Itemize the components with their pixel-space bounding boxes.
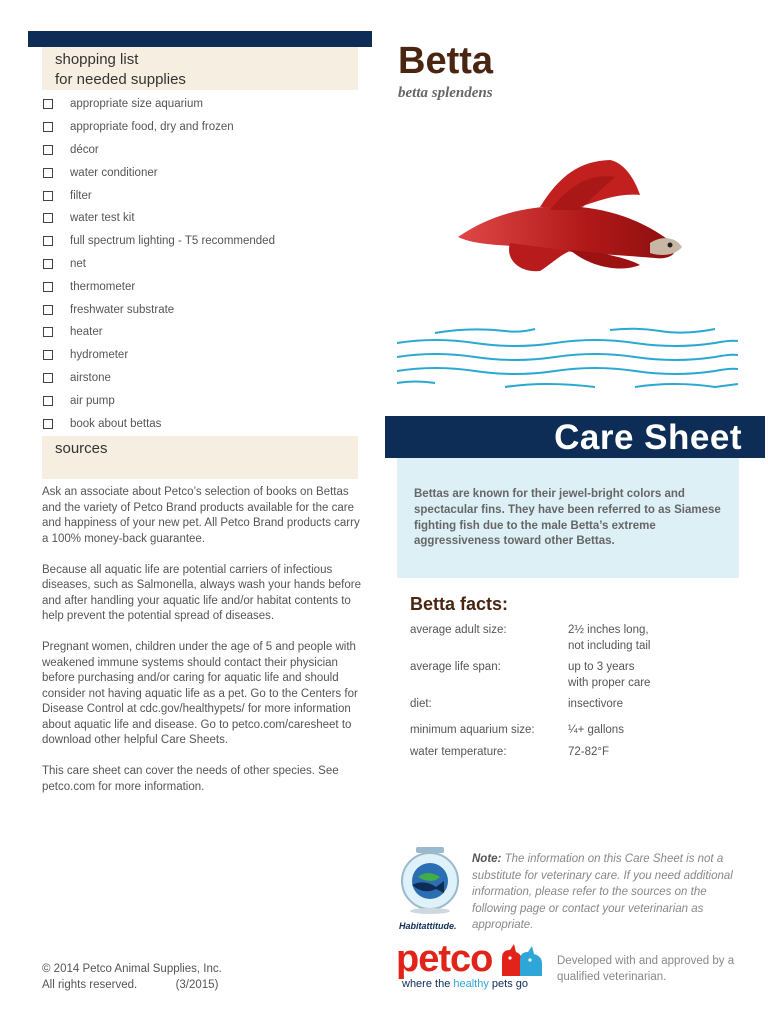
- fishbowl-icon: [398, 845, 462, 915]
- sources-paragraph: This care sheet can cover the needs of other species. See petco.com for more information.: [42, 765, 339, 793]
- checkbox[interactable]: [43, 191, 53, 201]
- shopping-checklist: [42, 93, 362, 435]
- sources-paragraph: Ask an associate about Petco’s selection of books on Bettas and the variety of Petco Brand products available for the care and happiness of your new pet. All Petco Brand products carry a 100% money-back guarantee.: [42, 486, 360, 545]
- list-item[interactable]: net: [42, 253, 362, 276]
- scientific-name: betta splendens: [398, 85, 493, 101]
- fact-row: minimum aquarium size: ¼+ gallons: [410, 724, 624, 736]
- list-item[interactable]: air pump: [42, 389, 362, 412]
- water-waves-graphic: [395, 325, 740, 395]
- checkbox[interactable]: [43, 373, 53, 383]
- list-item[interactable]: full spectrum lighting - T5 recommended: [42, 230, 362, 253]
- list-item[interactable]: hydrometer: [42, 344, 362, 367]
- sources-paragraph: Pregnant women, children under the age of 5 and people with weakened immune systems should contact their physician before purchasing and/or caring for aquatic life and should consider not having aquatic life as a pet. Go to the Centers for Disease Control at cdc.gov/healthypets/ for more information about aquatic life and disease. Go to petco.com/caresheet to download other helpful Care Sheets.: [42, 641, 358, 746]
- sources-paragraph: Because all aquatic life are potential carriers of infectious diseases, such as Salmonella, always wash your hands before and after handling your aquatic life and/or habitat contents to help prevent the potential spread of diseases.: [42, 563, 361, 622]
- facts-table: [410, 623, 740, 767]
- list-item[interactable]: airstone: [42, 367, 362, 390]
- checkbox[interactable]: [43, 305, 53, 315]
- checkbox[interactable]: [43, 259, 53, 269]
- checkbox[interactable]: [43, 168, 53, 178]
- fact-row: average adult size: 2½ inches long, not including tail: [410, 624, 651, 652]
- copyright: © 2014 Petco Animal Supplies, Inc. All rights reserved. (3/2015): [42, 963, 222, 991]
- intro-text: Bettas are known for their jewel-bright colors and spectacular fins. They have been referred to as Siamese fighting fish due to the male Betta’s extreme aggressiveness toward other Bettas.: [414, 488, 721, 548]
- list-item[interactable]: thermometer: [42, 275, 362, 298]
- checkbox[interactable]: [43, 213, 53, 223]
- checkbox[interactable]: [43, 99, 53, 109]
- header-bar: [28, 31, 372, 47]
- list-item[interactable]: water conditioner: [42, 161, 362, 184]
- list-item[interactable]: filter: [42, 184, 362, 207]
- petco-logo: petco: [396, 938, 493, 980]
- checkbox[interactable]: [43, 236, 53, 246]
- veterinary-note: Note: The information on this Care Sheet is not a substitute for veterinary care. If you need additional information, please refer to the sources on the following page or contact your veterinarian as appropriate.: [472, 853, 733, 931]
- fact-row: diet: insectivore: [410, 698, 623, 710]
- habitattitude-logo: Habitattitude.: [399, 921, 457, 931]
- list-item[interactable]: freshwater substrate: [42, 298, 362, 321]
- vet-approval-text: Developed with and approved by a qualified veterinarian.: [557, 955, 735, 983]
- checkbox[interactable]: [43, 145, 53, 155]
- list-item[interactable]: water test kit: [42, 207, 362, 230]
- checkbox[interactable]: [43, 327, 53, 337]
- betta-fish-image: [450, 155, 685, 275]
- fact-row: water temperature: 72-82°F: [410, 746, 610, 758]
- sources-title: sources: [55, 440, 108, 457]
- list-item[interactable]: appropriate size aquarium: [42, 93, 362, 116]
- list-item[interactable]: décor: [42, 139, 362, 162]
- page-title: Betta: [398, 40, 494, 82]
- shopping-list-title: shopping list for needed supplies: [55, 51, 186, 88]
- checkbox[interactable]: [43, 396, 53, 406]
- pets-mascot-icon: [498, 942, 546, 978]
- sources-text: [42, 485, 364, 811]
- fact-row: average life span: up to 3 years with proper care: [410, 661, 651, 689]
- care-sheet-title: Care Sheet: [554, 418, 742, 457]
- checkbox[interactable]: [43, 419, 53, 429]
- list-item[interactable]: appropriate food, dry and frozen: [42, 116, 362, 139]
- checkbox[interactable]: [43, 282, 53, 292]
- checkbox[interactable]: [43, 350, 53, 360]
- list-item[interactable]: heater: [42, 321, 362, 344]
- checkbox[interactable]: [43, 122, 53, 132]
- facts-title: Betta facts:: [410, 594, 509, 614]
- petco-tagline: where the healthy pets go: [402, 978, 528, 990]
- list-item[interactable]: book about bettas: [42, 412, 362, 435]
